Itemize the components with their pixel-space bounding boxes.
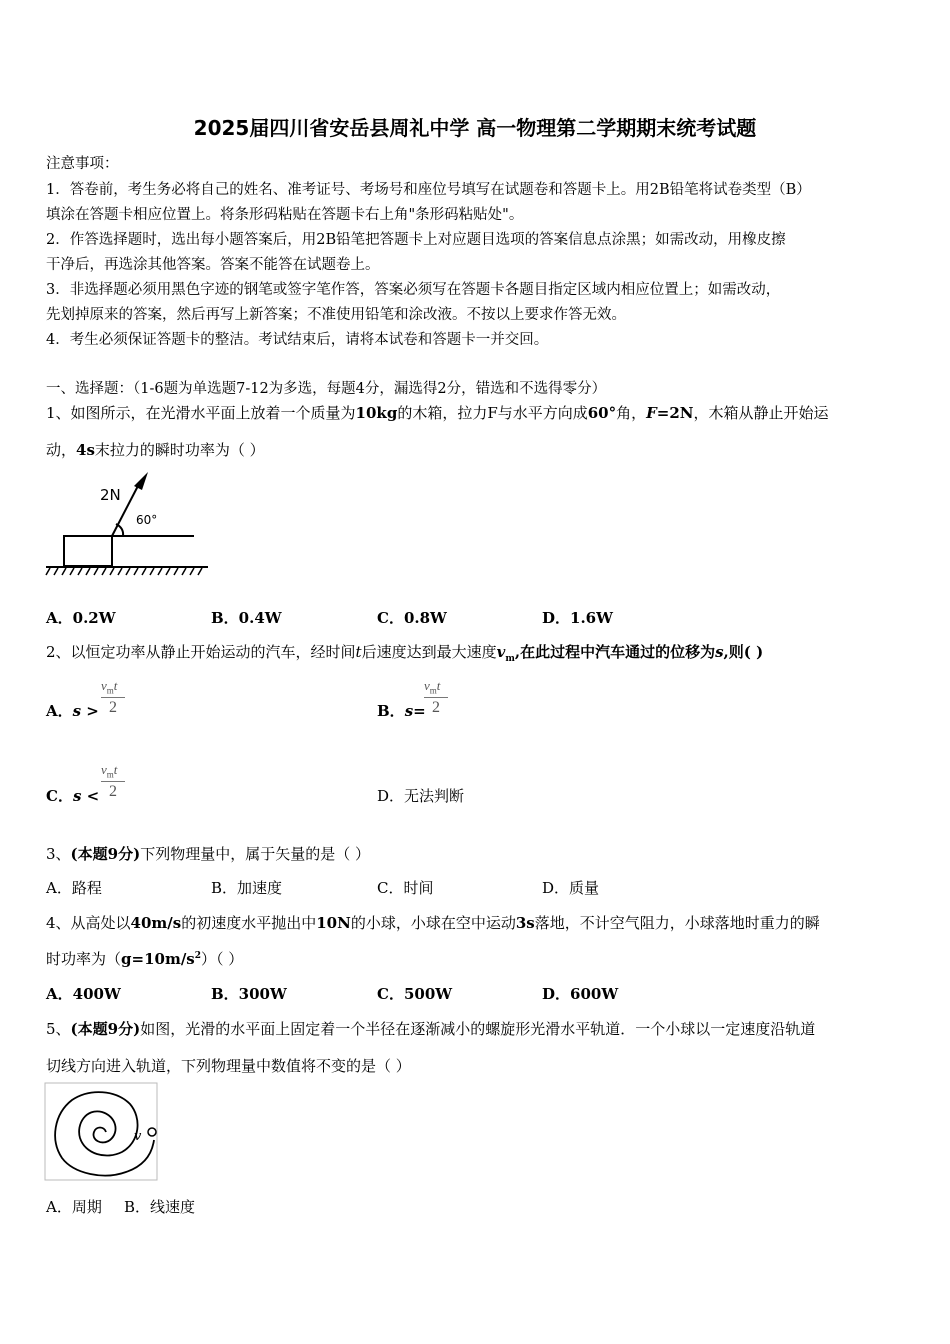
ball <box>148 1128 156 1136</box>
notice-heading: 注意事项： <box>46 156 119 172</box>
velocity-label: v <box>134 1129 142 1144</box>
box-force-figure <box>44 470 210 582</box>
notice-line: 填涂在答题卡相应位置上。将条形码粘贴在答题卡右上角"条形码粘贴处"。 <box>46 207 524 223</box>
notice-line: 4．考生必须保证答题卡的整洁。考试结束后，请将本试卷和答题卡一并交回。 <box>46 332 549 348</box>
q2-option-a: A．s > <box>46 702 99 720</box>
question-2-stem: 2、以恒定功率从静止开始运动的汽车，经时间t后速度达到最大速度$v_m$,在此过程中汽车通过的位移为s,则( ) <box>46 643 764 664</box>
notice-line: 2．作答选择题时，选出每小题答案后，用2B铅笔把答题卡上对应题目选项的答案信息点涂黑；如需改动，用橡皮擦 <box>46 232 786 248</box>
q4-option-d: D．600W <box>542 985 619 1003</box>
q2-option-c: C．s < <box>46 787 100 805</box>
q4-option-c: C．500W <box>377 985 453 1003</box>
q4-option-a: A．400W <box>46 985 121 1003</box>
q1-option-a: A．0.2W <box>46 609 116 627</box>
q2-option-d: D．无法判断 <box>377 787 465 805</box>
question-4-line-1: 4、从高处以40m/s的初速度水平抛出中10N的小球，小球在空中运动3s落地，不计空气阻力，小球落地时重力的瞬 <box>46 914 820 932</box>
notice-line: 干净后，再选涂其他答案。答案不能答在试题卷上。 <box>46 257 380 273</box>
q1-option-c: C．0.8W <box>377 609 447 627</box>
q4-option-b: B．300W <box>211 985 287 1003</box>
q3-option-b: B．加速度 <box>211 879 283 897</box>
angle-label: 60° <box>136 513 158 527</box>
question-3-stem: 3、(本题9分)下列物理量中，属于矢量的是（ ） <box>46 845 370 863</box>
notice-line: 1．答卷前，考生务必将自己的姓名、准考证号、考场号和座位号填写在试题卷和答题卡上。用2B铅笔将试卷类型（B） <box>46 182 811 198</box>
force-label: 2N <box>100 486 121 504</box>
notice-line: 3．非选择题必须用黑色字迹的钢笔或签字笔作答，答案必须写在答题卡各题目指定区域内相应位置上；如需改动， <box>46 282 781 298</box>
spiral-track-figure <box>44 1082 160 1182</box>
question-4-line-2: 时功率为$(g=10m/s^2)$（ ） <box>46 950 244 968</box>
section-heading: 一、选择题：（1-6题为单选题7-12为多选，每题4分，漏选得2分，错选和不选得零分） <box>46 381 607 397</box>
notice-line: 先划掉原来的答案，然后再写上新答案；不准使用铅笔和涂改液。不按以上要求作答无效。 <box>46 307 626 323</box>
page-title: 2025届四川省安岳县周礼中学 高一物理第二学期期末统考试题 <box>193 116 757 140</box>
q3-option-d: D．质量 <box>542 879 600 897</box>
question-1-line-1: 1、如图所示，在光滑水平面上放着一个质量为10kg的木箱，拉力F与水平方向成60°角，F=2N，木箱从静止开始运 <box>46 404 829 422</box>
q2-option-b: B．s= <box>377 702 426 720</box>
q5-option-a: A．周期 <box>46 1198 102 1216</box>
q3-option-a: A．路程 <box>46 879 102 897</box>
question-5-line-1: 5、(本题9分)如图，光滑的水平面上固定着一个半径在逐渐减小的螺旋形光滑水平轨道．一个小球以一定速度沿轨道 <box>46 1020 816 1038</box>
q1-option-b: B．0.4W <box>211 609 282 627</box>
ground-hatch <box>46 568 202 575</box>
question-1-line-2: 动，4s末拉力的瞬时功率为（ ） <box>46 441 265 459</box>
question-5-line-2: 切线方向进入轨道，下列物理量中数值将不变的是（ ） <box>46 1057 411 1075</box>
q1-option-d: D．1.6W <box>542 609 613 627</box>
q3-option-c: C．时间 <box>377 879 434 897</box>
q5-option-b: B．线速度 <box>124 1198 196 1216</box>
